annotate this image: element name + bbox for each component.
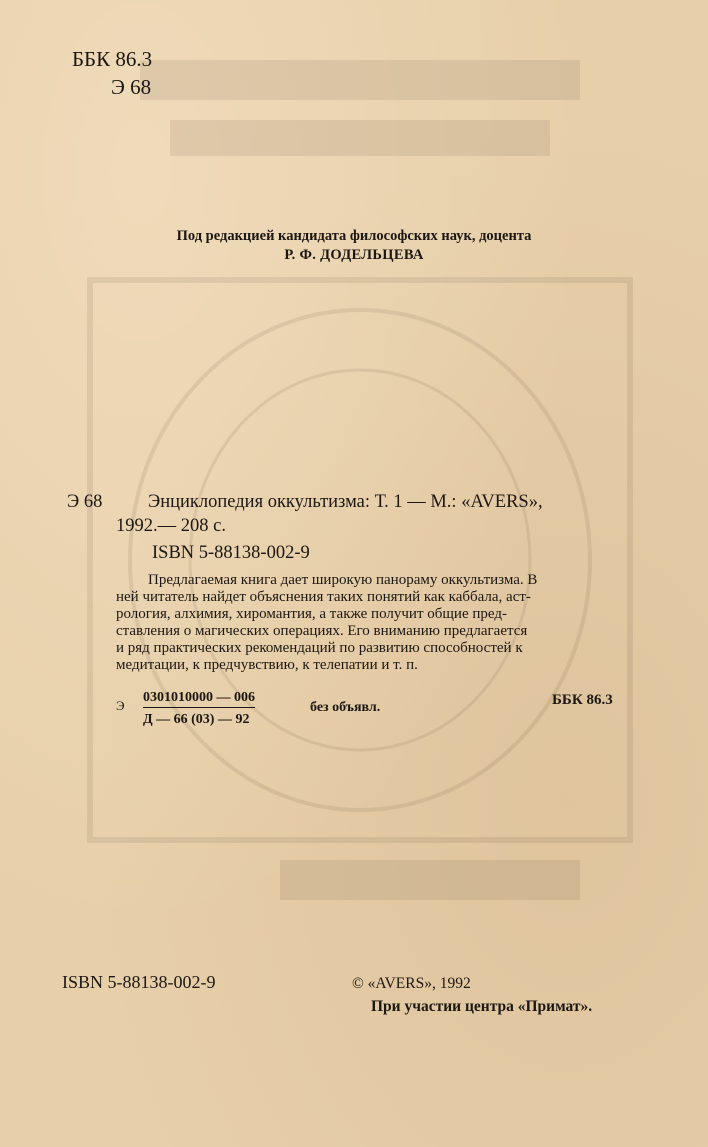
index-prefix: Э [116, 698, 125, 713]
editor-name: Р. Ф. ДОДЕЛЬЦЕВА [284, 247, 424, 263]
abstract-line: ней читатель найдет объяснения таких понятий как каббала, аст- [116, 589, 531, 605]
abstract-line: рология, алхимия, хиромантия, а также получит общие пред- [116, 606, 507, 622]
participation-credit: При участии центра «Примат». [371, 998, 593, 1015]
bbk-classification: ББК 86.3 [72, 47, 153, 71]
entry-publication: 1992.— 208 с. [116, 516, 226, 536]
entry-title: Энциклопедия оккультизма: Т. 1 — М.: «AVERS», [148, 492, 543, 512]
index-denominator: Д — 66 (03) — 92 [143, 712, 250, 727]
index-numerator: 0301010000 — 006 [143, 690, 255, 708]
abstract-line: ставления о магических операциях. Его вниманию предлагается [116, 623, 528, 639]
abstract-line: Предлагаемая книга дает широкую панораму оккультизма. В [148, 572, 538, 588]
editor-credit: Под редакцией кандидата философских наук, доцента [176, 228, 532, 244]
author-code: Э 68 [111, 75, 152, 99]
show-through-ornament [80, 40, 640, 940]
abstract-line: медитации, к предчувствию, к телепатии и т. п. [116, 657, 418, 673]
index-note: без объявл. [310, 700, 381, 715]
entry-author-code: Э 68 [67, 492, 103, 512]
abstract [116, 572, 630, 674]
entry-isbn: ISBN 5-88138-002-9 [152, 543, 310, 563]
index-bbk: ББК 86.3 [552, 692, 613, 708]
copyright: © «AVERS», 1992 [352, 975, 471, 992]
footer-isbn: ISBN 5-88138-002-9 [62, 972, 216, 992]
abstract-line: и ряд практических рекомендаций по развитию способностей к [116, 640, 523, 656]
